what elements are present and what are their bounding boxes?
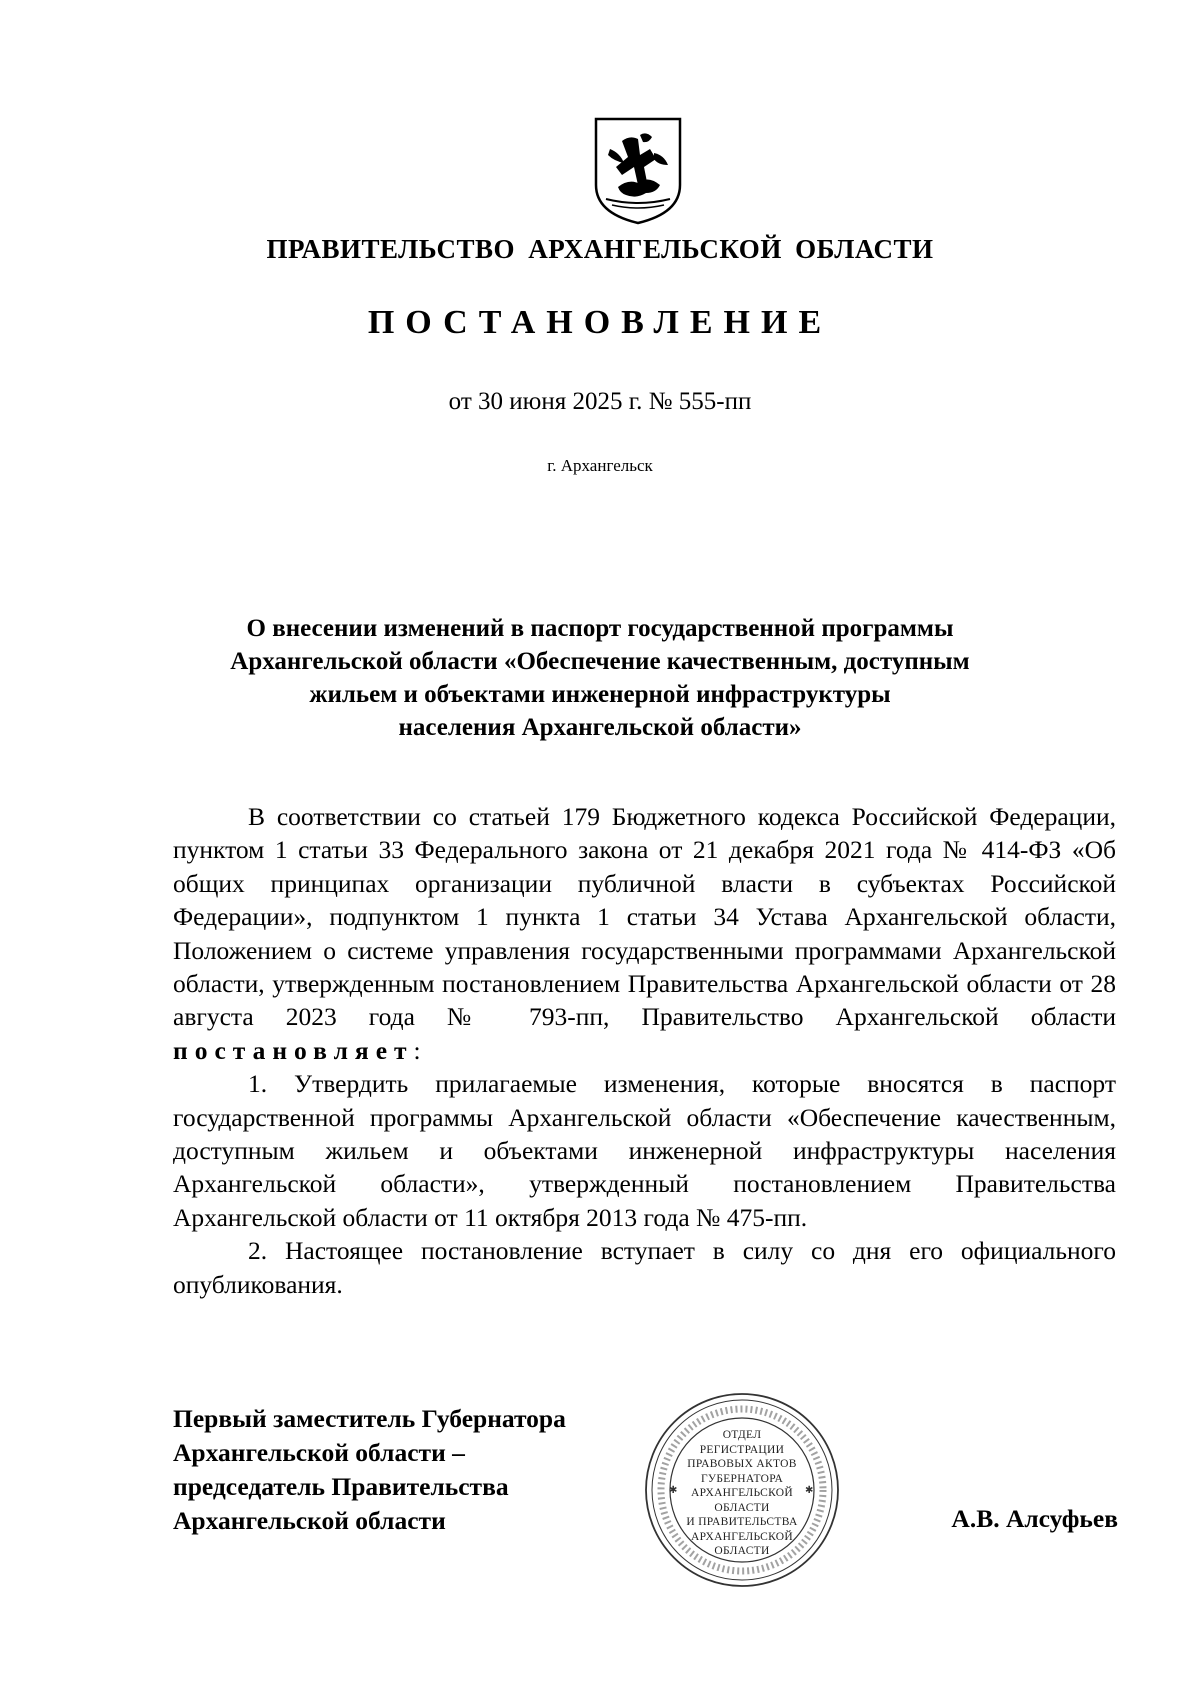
document-type: ПОСТАНОВЛЕНИЕ xyxy=(367,304,833,341)
organization-name: ПРАВИТЕЛЬСТВО АРХАНГЕЛЬСКОЙ ОБЛАСТИ xyxy=(266,234,934,264)
document-title xyxy=(160,612,1040,744)
stamp-line: АРХАНГЕЛЬСКОЙ xyxy=(690,1487,793,1499)
signatory-position-line: Первый заместитель Губернатора xyxy=(173,1404,566,1433)
decree-word: постановляет xyxy=(173,1035,414,1065)
stamp-inner-text xyxy=(672,1428,812,1559)
stamp-line: ОБЛАСТИ xyxy=(714,1501,770,1514)
signatory-position xyxy=(173,1402,566,1538)
title-line: О внесении изменений в паспорт государственной программы xyxy=(246,615,954,642)
title-line: Архангельской области «Обеспечение качественным, доступным xyxy=(230,648,970,675)
stamp-line: ОТДЕЛ xyxy=(722,1429,762,1441)
item-2-paragraph: 2. Настоящее постановление вступает в силу со дня его официального опубликования. xyxy=(173,1236,1116,1299)
signatory-position-line: председатель Правительства xyxy=(173,1472,509,1501)
preamble-text: В соответствии со статьей 179 Бюджетного кодекса Российской Федерации, пунктом 1 статьи 33 Федерального закона от 21 декабря 2021 года № 414-ФЗ «Об общих принципах организации публичной власти в субъектах Российской Федерации», подпунктом 1 пункта 1 статьи 34 Устава Архангельской области, Положением о системе управления государственными программами Архангельской области, утвержденным постановлением Правительства Архангельской области от 28 августа 2023 года № 793-пп, Правительство Архангельской области xyxy=(173,802,1116,1032)
stamp-line: И ПРАВИТЕЛЬСТВА xyxy=(686,1516,798,1528)
stamp-line: ОБЛАСТИ xyxy=(714,1545,770,1557)
title-line: населения Архангельской области» xyxy=(398,714,802,741)
signatory-position-line: Архангельской области xyxy=(173,1506,446,1535)
stamp-line: ГУБЕРНАТОРА xyxy=(700,1472,784,1485)
stamp-line: АРХАНГЕЛЬСКОЙ xyxy=(690,1530,793,1543)
document-date-number: от 30 июня 2025 г. № 555-пп xyxy=(448,388,752,415)
svg-text:✱: ✱ xyxy=(805,1485,814,1496)
signatory-name: А.В. Алсуфьев xyxy=(951,1504,1118,1533)
arkhangelsk-coat-of-arms-icon xyxy=(592,115,684,227)
stamp-line: ПРАВОВЫХ АКТОВ xyxy=(687,1458,797,1470)
item-1-paragraph: 1. Утвердить прилагаемые изменения, которые вносятся в паспорт государственной программы Архангельской области «Обеспечение качественным, доступным жильем и объектами инженерной инфраструктуры населения Архангельской области», утвержденный постановлением Правительства Архангельской области от 11 октября 2013 года № 475-пп. xyxy=(173,1069,1116,1232)
signatory-position-line: Архангельской области – xyxy=(173,1438,465,1467)
preamble-paragraph xyxy=(173,800,1116,1067)
stamp-line: РЕГИСТРАЦИИ xyxy=(699,1443,785,1456)
svg-text:✱: ✱ xyxy=(669,1485,678,1496)
decree-suffix: : xyxy=(413,1035,421,1065)
title-line: жильем и объектами инженерной инфраструктуры xyxy=(309,681,891,708)
document-body xyxy=(173,800,1116,1301)
document-city: г. Архангельск xyxy=(547,456,653,475)
